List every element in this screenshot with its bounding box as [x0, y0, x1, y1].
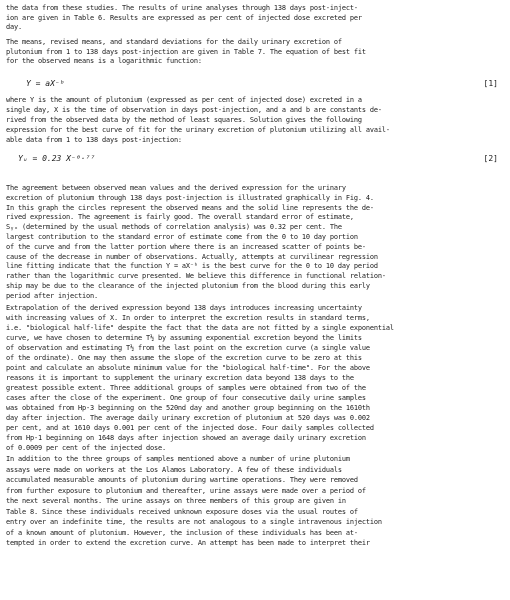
text-line: day. [6, 23, 22, 31]
text-line: excretion of plutonium through 138 days post-injection is illustrated graphically in Fig. 4. [6, 193, 374, 202]
text-line: of the ordinate). One may then assume the slope of the excretion curve to be zero at this [6, 354, 362, 362]
text-line: i.e. "biological half-life" despite the fact that the data are not fitted by a single exponential [6, 324, 394, 332]
text-line: period after injection. [6, 291, 98, 300]
text-line: per cent, and at 1610 days 0.001 per cent of the injected dose. Four daily samples collected [6, 424, 374, 432]
text-line: where Y is the amount of plutonium (expressed as per cent of injected dose) excreted in a [6, 96, 362, 104]
text-line: The agreement between observed mean values and the derived expression for the urinary [6, 184, 346, 192]
text-line: assays were made on workers at the Los Alamos Laboratory. A few of these individuals [6, 465, 342, 474]
text-line: Sᵧₓ (determined by the usual methods of correlation analysis) was 0.32 per cent. The [6, 223, 342, 232]
text-line: rived from the observed data by the method of least squares. Solution gives the following [6, 116, 362, 124]
text-line: the next several months. The urine assays on three members of this group are given in [6, 497, 346, 505]
text-line: reasons it is important to supplement the urinary excretion data beyond 138 days to the [6, 374, 354, 382]
text-line: for the observed means is a logarithmic function: [6, 57, 202, 65]
text-line: In addition to the three groups of samples mentioned above a number of urine plutonium [6, 455, 350, 463]
text-line: from further exposure to plutonium and thereafter, urine assays were made over a period of [6, 486, 366, 495]
text-line: ship may be due to the clearance of the injected plutonium from the blood during this early [6, 282, 370, 290]
text-line: accumulated measurable amounts of plutonium during wartime operations. They were removed [6, 476, 358, 484]
text-line: was obtained from Hp-3 beginning on the 520nd day and another group beginning on the 1610th [6, 404, 370, 412]
text-line: day after injection. The average daily urinary excretion of plutonium at 520 days was 0.002 [6, 414, 370, 422]
equation-number: [2] [483, 154, 498, 163]
text-line: single day, X is the time of observation in days post-injection, and a and b are constants de- [6, 106, 382, 114]
text-line: greatest possible extent. Three additional groups of samples were obtained from two of the [6, 384, 366, 392]
text-line: rived expression. The agreement is fairly good. The overall standard error of estimate, [6, 213, 354, 222]
text-line: Extrapolation of the derived expression beyond 138 days introduces increasing uncertainty [6, 304, 362, 312]
text-line: In this graph the circles represent the observed means and the solid line represents the de- [6, 203, 374, 212]
text-line: able data from 1 to 138 days post-injection: [6, 136, 182, 144]
equation: Yᵤ = 0.23 X⁻⁰·⁷⁷ [18, 154, 96, 163]
text-line: The means, revised means, and standard deviations for the daily urinary excretion of [6, 38, 342, 46]
text-line: point and calculate an absolute minimum value for the "biological half-time". For the above [6, 364, 370, 372]
text-line: with increasing values of X. In order to interpret the excretion results in standard terms, [6, 314, 370, 322]
text-line: of the curve and from the latter portion where there is an increased scatter of points be- [6, 242, 366, 251]
text-line: from Hp-1 beginning on 1648 days after injection showed an average daily urinary excretion [6, 434, 366, 442]
text-line: entry over an indefinite time, the results are not analogous to a single intravenous injection [6, 518, 382, 526]
text-line: line fitting indicate that the function Y = aX⁻ᵇ is the best curve for the 0 to 10 day period [6, 262, 378, 271]
text-line: plutonium from 1 to 138 days post-injection are given in Table 7. The equation of best fit [6, 47, 366, 56]
text-line: cause of the decrease in number of observations. Actually, attempts at curvilinear regression [6, 252, 378, 261]
text-line: Table 8. Since these individuals received unknown exposure doses via the usual routes of [6, 507, 358, 516]
text-line: largest contribution to the standard error of estimate come from the 0 to 10 day portion [6, 233, 358, 241]
text-line: curve, we have chosen to determine T½ by assuming exponential excretion beyond the limits [6, 334, 362, 342]
text-line: of a known amount of plutonium. However, the inclusion of these individuals has been at- [6, 528, 358, 537]
equation: Y = aX⁻ᵇ [26, 79, 65, 88]
text-line: tempted in order to extend the excretion curve. An attempt has been made to interpret their [6, 539, 370, 547]
text-line: rather than the logarithmic curve presented. We believe this difference in functional relation- [6, 272, 386, 281]
text-line: ion are given in Table 6. Results are expressed as per cent of injected dose excreted per [6, 13, 362, 22]
text-line: of 0.0009 per cent of the injected dose. [6, 444, 166, 452]
text-line: of observation and estimating T½ from the last point on the excretion curve (a single value [6, 344, 370, 352]
text-line: the data from these studies. The results of urine analyses through 138 days post-inject- [6, 4, 358, 12]
text-line: cases after the close of the experiment. One group of four consecutive daily urine samples [6, 394, 366, 402]
text-line: expression for the best curve of fit for the urinary excretion of plutonium utilizing all avail- [6, 126, 390, 134]
equation-number: [1] [483, 79, 498, 88]
